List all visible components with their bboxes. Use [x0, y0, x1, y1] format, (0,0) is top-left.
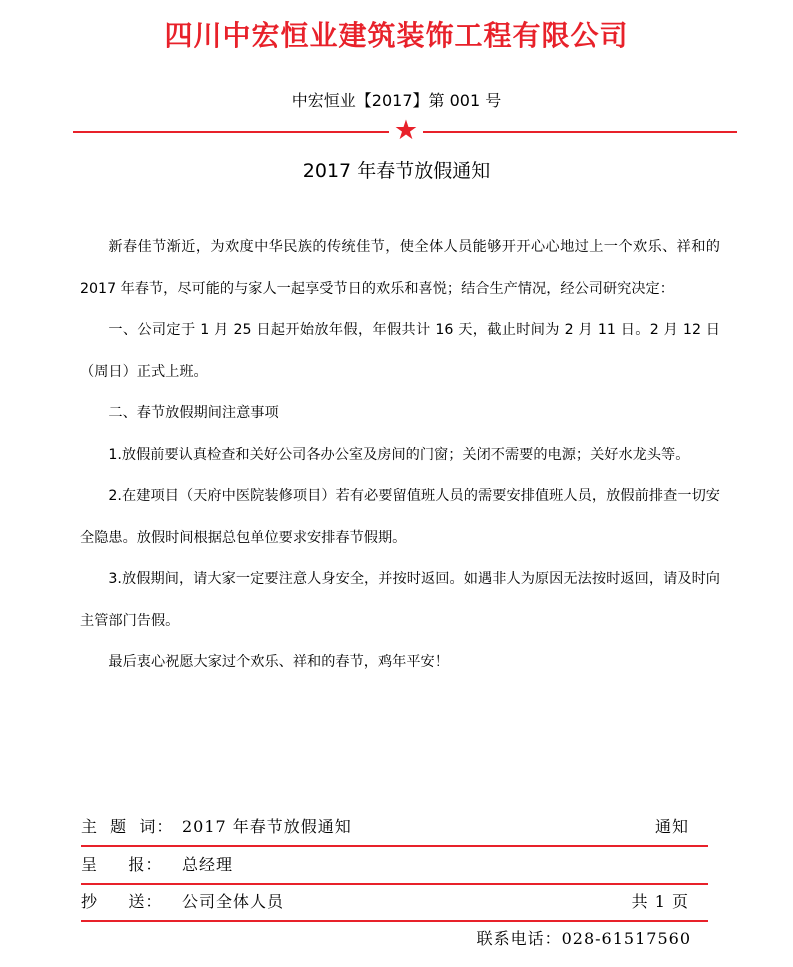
document-number: 中宏恒业【2017】第 001 号: [291, 91, 502, 110]
subject-label: 主 题 词：: [81, 817, 174, 836]
paragraph-intro: 新春佳节渐近，为欢度中华民族的传统佳节，使全体人员能够开开心心地过上一个欢乐、祥和的 2017 年春节，尽可能的与家人一起享受节日的欢乐和喜悦；结合生产情况，经公司研究决定：: [80, 239, 720, 297]
paragraph-note-2: 2.在建项目（天府中医院装修项目）若有必要留值班人员的需要安排值班人员，放假前排查一切安全隐患。放假时间根据总包单位要求安排春节假期。: [80, 488, 720, 546]
paragraph-item-2: 二、春节放假期间注意事项: [108, 405, 279, 421]
page-count: 共 1 页: [631, 892, 689, 911]
header-divider-left: [73, 131, 389, 133]
notice-body: [80, 227, 720, 684]
star-icon: ★: [393, 115, 419, 146]
company-name: 四川中宏恒业建筑装饰工程有限公司: [164, 19, 629, 52]
header-divider-right: [423, 131, 737, 133]
cc-label: 抄 送：: [81, 892, 163, 911]
footer-divider: [81, 883, 708, 885]
paragraph-item-1: 一、公司定于 1 月 25 日起开始放年假，年假共计 16 天，截止时间为 2 月 11 日。2 月 12 日（周日）正式上班。: [80, 322, 720, 380]
cc-value: 公司全体人员: [182, 892, 285, 911]
subject-type: 通知: [654, 817, 689, 836]
paragraph-note-1: 1.放假前要认真检查和关好公司各办公室及房间的门窗；关闭不需要的电源；关好水龙头等。: [108, 446, 690, 463]
report-value: 总经理: [182, 855, 234, 874]
contact-phone: 联系电话：028-61517560: [476, 929, 691, 948]
footer-divider: [81, 920, 708, 922]
footer-divider: [81, 845, 708, 847]
report-label: 呈 报：: [81, 855, 163, 874]
notice-title: 2017 年春节放假通知: [302, 160, 491, 182]
subject-value: 2017 年春节放假通知: [182, 817, 352, 836]
paragraph-closing: 最后衷心祝愿大家过个欢乐、祥和的春节，鸡年平安！: [108, 654, 449, 670]
paragraph-note-3: 3.放假期间，请大家一定要注意人身安全，并按时返回。如遇非人为原因无法按时返回，请及时向主管部门告假。: [80, 571, 720, 629]
